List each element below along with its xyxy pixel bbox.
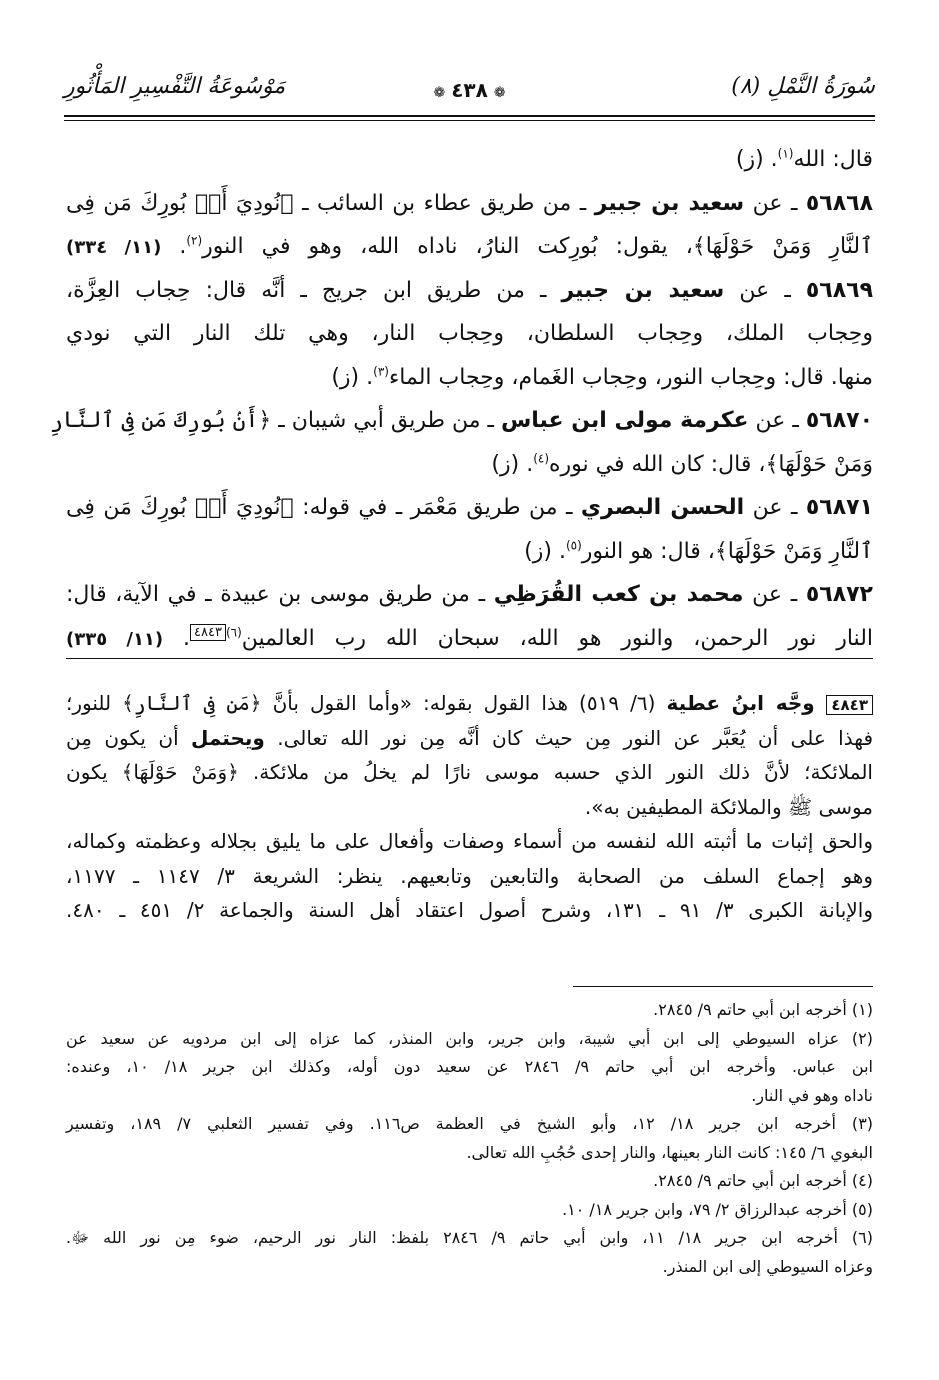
text-span: ـ من طريق مَعْمَر ـ في قوله: — [293, 495, 581, 520]
entry-56869-line1 — [66, 269, 873, 313]
footnote-6-line2: وعزاه السيوطي إلى ابن المنذر. — [662, 1256, 873, 1276]
entry-56870-line1 — [49, 399, 873, 443]
text-span: يكون — [66, 760, 122, 784]
text-span: . (ز) — [491, 451, 534, 477]
footnote-3-line2: البغوي ٦/ ١٤٥: كانت النار بعينها، والنار إحدى حُجُبِ الله تعالى. — [466, 1142, 873, 1162]
text-span: . — [161, 234, 187, 259]
entry-56872-line2 — [66, 617, 873, 661]
quran-quote: ﴿مَن فِى ٱلنَّارِ﴾ — [122, 691, 262, 715]
quran-quote: ﴿نُودِيَ أَنۢ بُورِكَ مَن فِى — [66, 495, 294, 520]
text-span: موسى ﷺ والملائكة المطيفين به». — [584, 794, 873, 819]
text-span: ـ من طريق ابن جريج ـ أنَّه قال: حِجاب العِزَّة، — [66, 277, 562, 303]
commentary-line — [66, 893, 873, 928]
footnote-2-line1: (٢) عزاه السيوطي إلى ابن أبي شيبة، وابن جرير، وابن المنذر، كما عزاه إلى ابن مردويه عن سعيد عن — [66, 1028, 873, 1048]
commentary-line — [66, 686, 873, 721]
text-span: قال: الله — [793, 147, 873, 172]
text-line — [66, 138, 873, 182]
footnote-2-line2: ابن عباس. وأخرجه ابن أبي حاتم ٩/ ٢٨٤٦ عن سعيد دون أوله، وكذلك ابن جرير ١٨/ ١٠، وعنده: — [66, 1057, 873, 1076]
footnote-4: (٤) أخرجه ابن أبي حاتم ٩/ ٢٨٤٥. — [653, 1171, 873, 1190]
text-span: . (ز) — [331, 364, 374, 390]
text-span: وجَّه ابنُ عطية — [666, 691, 827, 715]
header-rule — [64, 115, 875, 117]
footnote-1: (١) أخرجه ابن أبي حاتم ٩/ ٢٨٤٥. — [653, 1000, 873, 1019]
commentary-ref-box: ٤٨٤٣ — [190, 624, 226, 641]
entry-number: ٥٦٨٦٨ — [805, 190, 873, 216]
entry-number: ٥٦٨٦٩ — [805, 277, 874, 303]
narrator-name: الحسن البصري — [580, 495, 745, 520]
text-span: . (ز) — [524, 538, 566, 564]
main-text — [49, 138, 874, 660]
text-span: ويحتمل — [191, 725, 265, 750]
text-span: ـ من طريق موسى بن عبيدة ـ في الآية، قال: — [66, 582, 494, 607]
text-span: منها. قال: وحِجاب النور، وحِجاب الغَمام، وحِجاب الماء — [388, 364, 873, 390]
text-span: ـ من طريق أبي شيبان ـ — [271, 408, 501, 433]
entry-56869-line3 — [66, 356, 873, 400]
commentary-block — [66, 686, 873, 928]
narrator-name: محمد بن كعب القُرَظِي — [493, 582, 744, 607]
footnote-ref: (٥) — [565, 538, 582, 553]
quran-quote: ﴿أَنۢ بُورِكَ مَن فِى ٱلنَّارِ — [49, 408, 272, 433]
text-span: للنور؛ — [66, 691, 123, 715]
text-span: ـ عن — [743, 582, 806, 607]
text-span: . — [163, 625, 191, 651]
quran-quote: ٱلنَّارِ وَمَنْ حَوْلَهَا﴾ — [714, 538, 873, 564]
entry-56871-line1 — [66, 486, 873, 530]
footnote-ref: (١) — [777, 146, 794, 161]
quran-quote: وَمَنْ حَوْلَهَا﴾ — [765, 451, 873, 477]
commentary-line — [66, 755, 873, 790]
running-header — [64, 70, 875, 110]
quran-quote: ﴿وَمَنْ حَوْلَهَا﴾ — [121, 760, 239, 784]
footnote-ref: (٤) — [533, 451, 550, 466]
text-span: . (ز) — [735, 147, 778, 172]
footnote-divider — [573, 986, 873, 987]
text-span: ـ عن — [748, 408, 806, 433]
commentary-line — [66, 790, 873, 825]
text-span: ، قال: كان الله في نوره — [549, 451, 766, 477]
text-span: (٦/ ٥١٩) هذا القول بقوله: «وأما القول بأنَّ — [261, 691, 667, 715]
quran-quote: ﴿نُودِيَ أَنۢ بُورِكَ مَن فِى — [66, 190, 294, 216]
entry-56868-line2 — [66, 225, 873, 269]
footnote-3-line1: (٣) أخرجه ابن جرير ١٨/ ١٢، وأبو الشيخ في العظمة ص١١٦. وفي تفسير الثعلبي ٧/ ١٨٩، وتفسير — [66, 1114, 874, 1133]
narrator-name: سعيد بن جبير — [594, 190, 745, 216]
entry-number: ٥٦٨٧٠ — [805, 408, 873, 433]
text-span: ـ عن — [744, 190, 806, 216]
commentary-line — [66, 721, 873, 756]
narrator-name: عكرمة مولى ابن عباس — [500, 408, 749, 433]
entry-number: ٥٦٨٧٢ — [805, 582, 873, 607]
footnote-ref: (٢) — [186, 233, 203, 248]
footnotes — [66, 996, 873, 1281]
text-span: وحِجاب الملك، وحِجاب السلطان، وحِجاب النار، وهي تلك النار التي نودي — [66, 321, 873, 346]
entry-56871-line2 — [66, 530, 873, 574]
footnote-6-line1: (٦) أخرجه ابن جرير ١٨/ ١١، وابن أبي حاتم ٩/ ٢٨٤٦ بلفظ: النار نور الرحيم، ضوء مِن نور الله ﷻ. — [66, 1228, 874, 1247]
volume-ref: (١١/ ٣٣٥) — [66, 628, 164, 650]
text-span: ، قال: هو النور — [581, 538, 715, 564]
commentary-number-box: ٤٨٤٣ — [826, 695, 873, 715]
footnote-ref: (٦) — [225, 625, 242, 640]
volume-ref: (١١/ ٣٣٤) — [66, 237, 162, 258]
entry-56872-line1 — [66, 573, 873, 617]
commentary-line — [66, 824, 873, 859]
text-span: ـ عن — [724, 277, 806, 303]
surah-title: سُورَةُ النَّمْلِ (٨) — [731, 74, 875, 99]
text-span: والإبانة الكبرى ٣/ ٩١ ـ ١٣١، وشرح أصول اعتقاد أهل السنة والجماعة ٢/ ٤٥١ ـ ٤٨٠. — [66, 898, 873, 922]
text-span: ، يقول: بُورِكت النارُ، ناداه الله، وهو في النور — [202, 234, 693, 259]
text-span: النار نور الرحمن، والنور هو الله، سبحان الله رب العالمين — [241, 625, 874, 651]
text-span: ـ من طريق عطاء بن السائب ـ — [293, 190, 595, 216]
text-span: وهو إجماع السلف من الصحابة والتابعين وتابعيهم. ينظر: الشريعة ٣/ ١١٤٧ ـ ١١٧٧، — [66, 863, 873, 888]
page-number-value: ٤٣٨ — [451, 78, 488, 102]
entry-56868-line1 — [66, 182, 873, 226]
footnote-5: (٥) أخرجه عبدالرزاق ٢/ ٧٩، وابن جرير ١٨/ ١٠. — [562, 1199, 873, 1219]
ornament-icon: ❁ — [493, 85, 506, 101]
text-span: ـ عن — [744, 495, 806, 520]
text-span: أن يكون مِن — [66, 725, 192, 750]
text-span: فهذا على أن يُعَبَّر عن النور مِن حيث كان أنَّه مِن نور الله تعالى. — [264, 725, 874, 750]
text-span: الملائكة؛ لأنَّ ذلك النور الذي حسبه موسى نارًا لم يخلُ من ملائكة. — [238, 760, 873, 784]
quran-quote: ٱلنَّارِ وَمَنْ حَوْلَهَا﴾ — [692, 234, 873, 259]
footnote-ref: (٣) — [373, 364, 389, 379]
entry-56869-line2 — [66, 312, 873, 356]
page-number — [427, 78, 511, 102]
header-rule-thin — [64, 120, 875, 121]
ornament-icon: ❁ — [433, 85, 446, 101]
book-title: مَوْسُوعَةُ التَّفْسِيرِ المَأْثُورِ — [64, 74, 286, 99]
section-divider — [66, 658, 873, 659]
commentary-line — [66, 859, 873, 894]
narrator-name: سعيد بن جبير — [561, 277, 725, 303]
text-span: والحق إثبات ما أثبته الله لنفسه من أسماء وصفات وأفعال على ما يليق بجلاله وعظمته وكماله، — [66, 829, 873, 853]
footnote-2-line3: ناداه وهو في النار. — [751, 1085, 873, 1105]
entry-56870-line2 — [66, 443, 873, 487]
entry-number: ٥٦٨٧١ — [805, 495, 874, 520]
